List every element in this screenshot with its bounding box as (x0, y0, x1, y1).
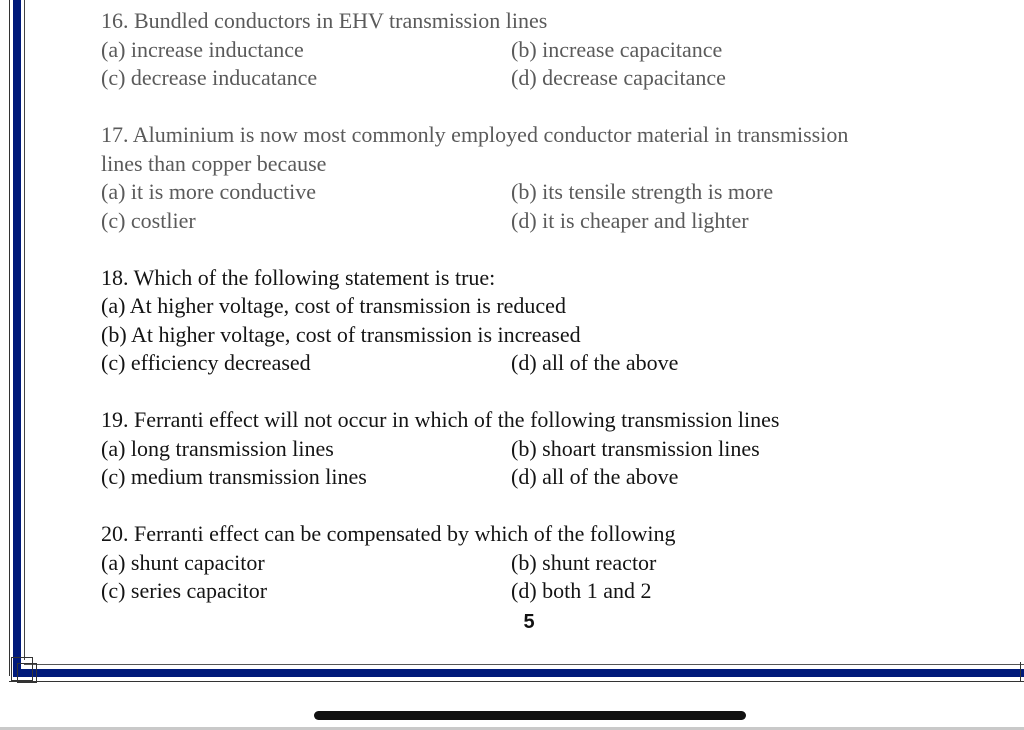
question-19 (101, 406, 1001, 492)
option-a: (a) increase inductance (101, 36, 304, 62)
options-row (101, 349, 1001, 378)
option-c: (c) decrease inducatance (101, 65, 318, 90)
option-d: (d) it is cheaper and lighter (511, 207, 749, 233)
question-stem: 19. Ferranti effect will not occur in which of the following transmission lines (101, 407, 780, 432)
option-a: (a) long transmission lines (101, 435, 334, 461)
options-row (101, 577, 1001, 606)
page-border-left-outer-line (9, 0, 10, 676)
page-border-left (13, 0, 21, 672)
options-row (101, 463, 1001, 492)
option-a: (a) shunt capacitor (101, 549, 265, 575)
option-b: (b) its tensile strength is more (511, 179, 774, 204)
page-border-bottom (13, 669, 1024, 677)
options-row (101, 549, 1001, 578)
border-corner-ornament-inner (17, 663, 37, 683)
page-border-left-inner-line (24, 0, 25, 660)
options-row (101, 36, 1001, 65)
option-b: (b) shunt reactor (511, 549, 657, 575)
option-b: (b) At higher voltage, cost of transmission is increased (101, 321, 581, 347)
options-row (101, 435, 1001, 464)
page-number: 5 (523, 611, 535, 633)
screen-bottom-area (0, 688, 1024, 730)
option-d: (d) both 1 and 2 (511, 578, 652, 603)
question-stem: 16. Bundled conductors in EHV transmission lines (101, 8, 548, 33)
question-stem-line-1: 17. Aluminium is now most commonly employed conductor material in transmission (101, 122, 849, 147)
options-row (101, 64, 1001, 93)
option-d: (d) all of the above (511, 464, 679, 489)
border-right-stub (1020, 662, 1024, 682)
options-row (101, 207, 1001, 236)
option-c: (c) efficiency decreased (101, 350, 311, 375)
page-border-bottom-outer-line (9, 681, 1024, 682)
option-a: (a) it is more conductive (101, 179, 317, 204)
option-b: (b) shoart transmission lines (511, 435, 760, 461)
options-row (101, 178, 1001, 207)
question-stem: 18. Which of the following statement is true: (101, 264, 496, 290)
option-c: (c) costlier (101, 207, 196, 233)
question-20 (101, 520, 1001, 606)
option-c: (c) series capacitor (101, 578, 268, 603)
option-c: (c) medium transmission lines (101, 464, 367, 489)
question-list (101, 7, 1001, 606)
question-16 (101, 7, 1001, 93)
option-a: (a) At higher voltage, cost of transmission is reduced (101, 293, 566, 318)
page-border-bottom-inner-line (24, 664, 1024, 665)
option-d: (d) decrease capacitance (511, 65, 726, 90)
option-b: (b) increase capacitance (511, 36, 723, 62)
question-17 (101, 121, 1001, 235)
option-d: (d) all of the above (511, 350, 679, 375)
home-indicator-bar[interactable] (314, 711, 746, 720)
question-stem: 20. Ferranti effect can be compensated by which of the following (101, 521, 676, 546)
question-stem-line-2: lines than copper because (101, 150, 327, 176)
question-18 (101, 264, 1001, 378)
